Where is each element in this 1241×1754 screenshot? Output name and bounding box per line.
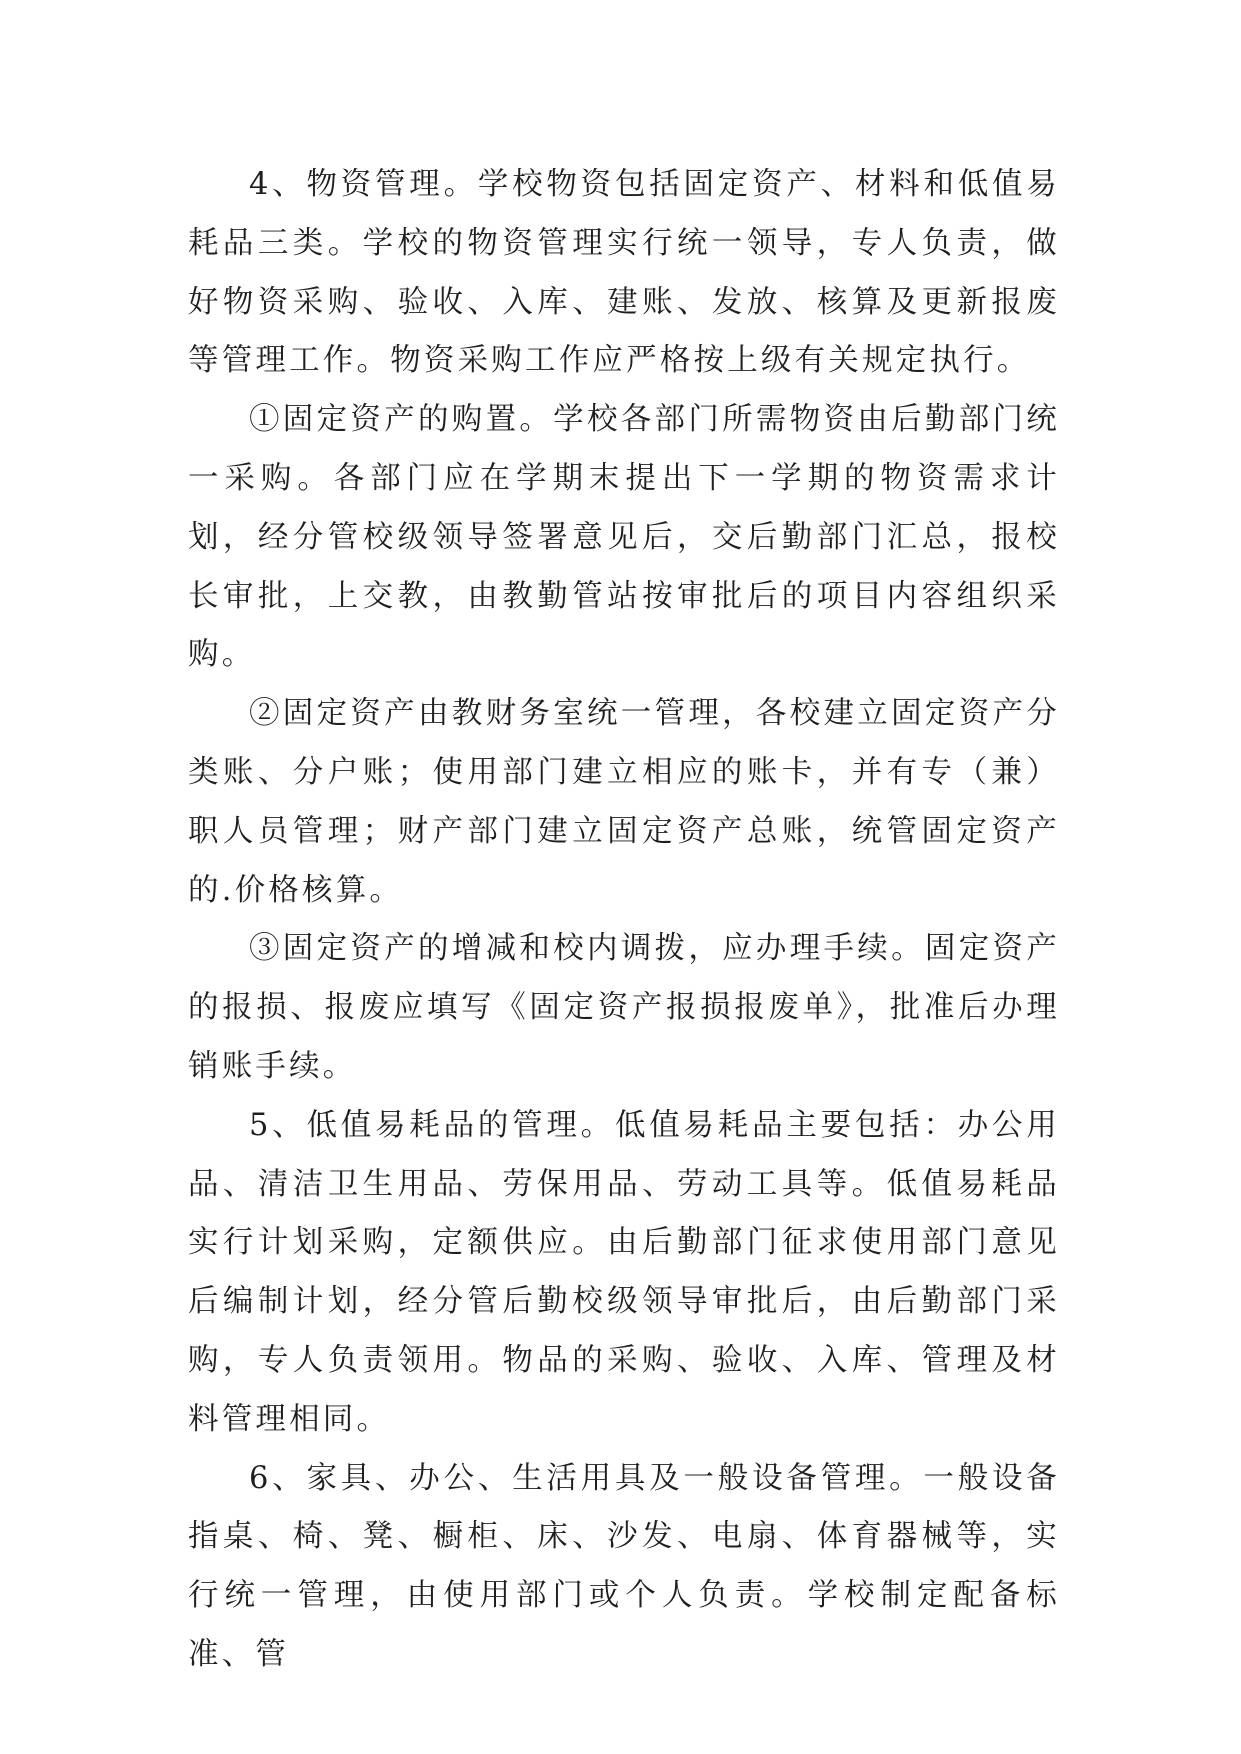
paragraph-fixed-asset-transfer: ③固定资产的增减和校内调拨，应办理手续。固定资产的报损、报废应填写《固定资产报损报废单》，批准后办理销账手续。 <box>188 931 1060 1084</box>
paragraph-fixed-asset-purchase: ①固定资产的购置。学校各部门所需物资由后勤部门统一采购。各部门应在学期末提出下一学期的物资需求计划，经分管校级领导签署意见后，交后勤部门汇总，报校长审批，上交教，由教勤管站按审批后的项目内容组织采购。 <box>188 402 1060 673</box>
paragraph-furniture-equipment: 6、家具、办公、生活用具及一般设备管理。一般设备指桌、椅、凳、橱柜、床、沙发、电扇、体育器械等，实行统一管理，由使用部门或个人负责。学校制定配备标准、管 <box>188 1460 1060 1672</box>
paragraph-material-management: 4、物资管理。学校物资包括固定资产、材料和低值易耗品三类。学校的物资管理实行统一领导，专人负责，做好物资采购、验收、入库、建账、发放、核算及更新报废等管理工作。物资采购工作应严格按上级有关规定执行。 <box>188 167 1060 379</box>
paragraph-consumables-management: 5、低值易耗品的管理。低值易耗品主要包括：办公用品、清洁卫生用品、劳保用品、劳动工具等。低值易耗品实行计划采购，定额供应。由后勤部门征求使用部门意见后编制计划，经分管后勤校级领导审批后，由后勤部门采购，专人负责领用。物品的采购、验收、入库、管理及材料管理相同。 <box>188 1107 1060 1437</box>
document-body <box>188 156 1060 1685</box>
paragraph-fixed-asset-accounting: ②固定资产由教财务室统一管理，各校建立固定资产分类账、分户账；使用部门建立相应的账卡，并有专（兼）职人员管理；财产部门建立固定资产总账，统管固定资产的.价格核算。 <box>188 696 1060 908</box>
